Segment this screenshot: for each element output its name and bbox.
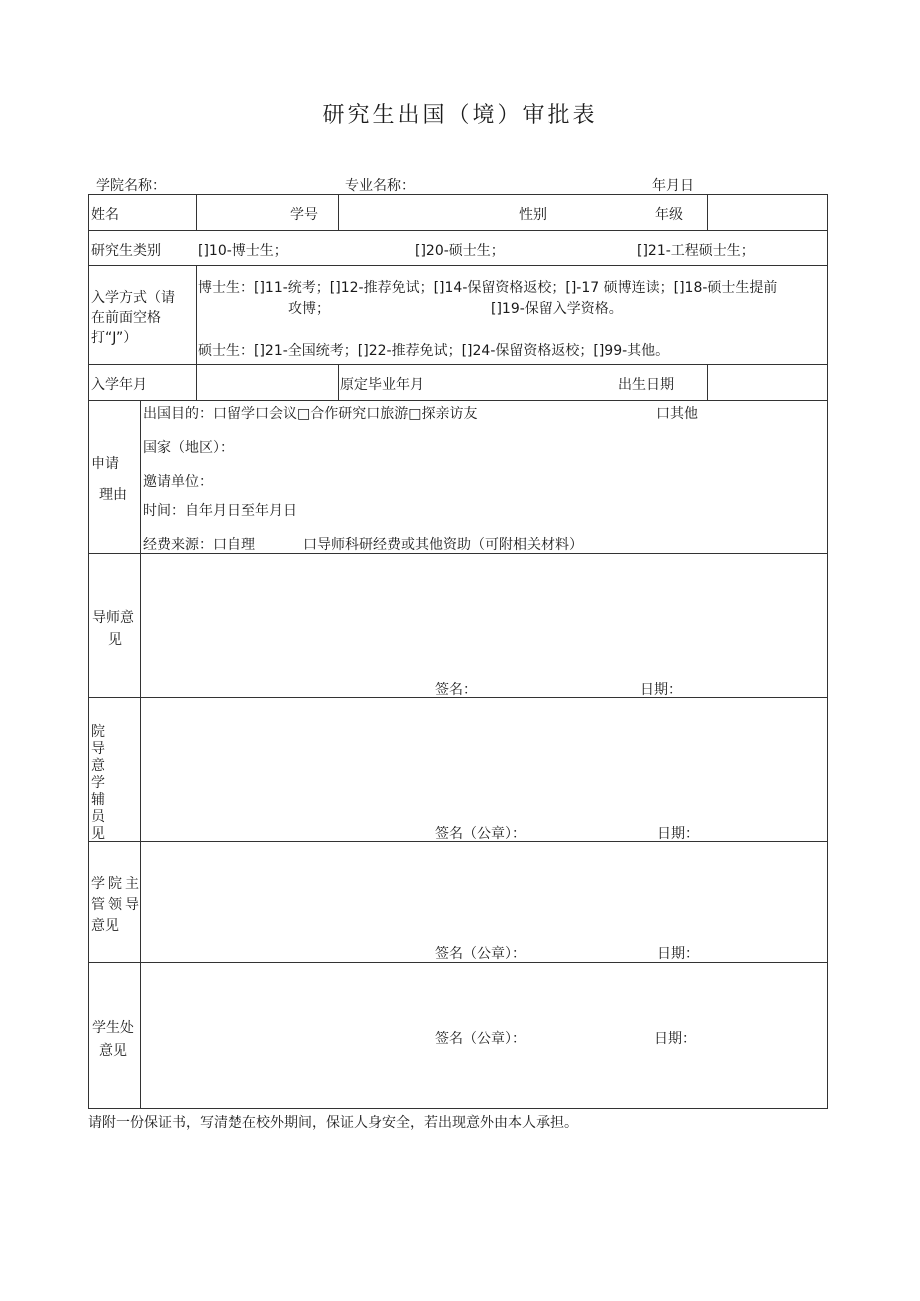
master-admission-options[interactable]: 硕士生：[]21-全国统考；[]22-推荐免试；[]24-保留资格返校；[]99-其他。 <box>198 343 670 359</box>
phd-reserve-option[interactable]: []19-保留入学资格。 <box>491 301 623 317</box>
college-name-label: 学院名称： <box>96 178 166 194</box>
office-label-line: 意见 <box>99 1043 127 1059</box>
counselor-label-char: 辅 <box>91 792 105 808</box>
funding-advisor-option[interactable]: 口导师科研经费或其他资助（可附相关材料） <box>303 537 583 553</box>
footer-note: 请附一份保证书，写清楚在校外期间，保证人身安全，若出现意外由本人承担。 <box>88 1115 578 1131</box>
counselor-label <box>91 724 111 843</box>
counselor-label-char: 导 <box>91 741 105 757</box>
advisor-date-label: 日期： <box>640 682 682 698</box>
grade-label: 年级 <box>655 207 683 223</box>
row-divider <box>88 265 828 266</box>
col-divider <box>338 364 339 400</box>
category-label: 研究生类别 <box>91 243 161 259</box>
major-name-label: 专业名称： <box>345 178 415 194</box>
phd-admission-options[interactable]: 博士生：[]11-统考；[]12-推荐免试；[]14-保留资格返校；[]-17 硕博连读；[]18-硕士生提前 <box>198 280 778 296</box>
admission-label-line: 打“J”） <box>91 330 138 346</box>
counselor-label-char: 意 <box>91 758 105 774</box>
table-border-right <box>827 194 828 1109</box>
col-divider <box>707 194 708 230</box>
counselor-date-label: 日期： <box>657 826 699 842</box>
leader-label-line: 意见 <box>91 918 119 934</box>
col-divider <box>196 194 197 230</box>
advisor-sign-label: 签名： <box>435 682 477 698</box>
inviter-label: 邀请单位： <box>143 474 213 490</box>
office-label-line: 学生处 <box>92 1020 134 1036</box>
purpose-other-option[interactable]: 口其他 <box>656 406 698 422</box>
birth-date-label: 出生日期 <box>618 377 674 393</box>
phd-admission-options-cont: 攻博； <box>288 301 330 317</box>
admission-label-line: 入学方式（请 <box>91 290 175 306</box>
admission-label-line: 在前面空格 <box>91 310 161 326</box>
country-label: 国家（地区）： <box>143 440 234 456</box>
counselor-label-char: 员 <box>91 809 105 825</box>
table-border-left <box>88 194 89 1109</box>
counselor-label-char: 学 <box>91 775 105 791</box>
col-divider <box>140 400 141 1109</box>
graduate-date-label: 原定毕业年月 <box>340 377 424 393</box>
advisor-label-line: 导师意 <box>92 610 134 626</box>
row-divider <box>88 364 828 365</box>
reason-label-2: 理由 <box>99 487 127 503</box>
student-id-label: 学号 <box>290 207 318 223</box>
time-label: 时间：自年月日至年月日 <box>143 503 297 519</box>
counselor-label-char: 院 <box>91 724 105 740</box>
funding-self-option[interactable]: 经费来源：口自理 <box>143 537 255 553</box>
form-date-label: 年月日 <box>652 178 694 194</box>
office-date-label: 日期： <box>654 1031 696 1047</box>
col-divider <box>707 364 708 400</box>
leader-date-label: 日期： <box>657 946 699 962</box>
leader-label-line: 管领导 <box>91 897 142 913</box>
table-border-top <box>88 194 828 195</box>
page-title: 研究生出国（境）审批表 <box>322 103 598 128</box>
gender-label: 性别 <box>519 207 547 223</box>
reason-label: 申请 <box>91 456 119 472</box>
counselor-sign-label: 签名（公章）： <box>435 826 526 842</box>
category-eng-master-option[interactable]: []21-工程硕士生； <box>637 243 755 259</box>
counselor-label-char: 见 <box>91 826 105 842</box>
row-divider <box>88 400 828 401</box>
leader-sign-label: 签名（公章）： <box>435 946 526 962</box>
leader-label-line: 学院主 <box>91 876 142 892</box>
col-divider <box>338 194 339 230</box>
category-master-option[interactable]: []20-硕士生； <box>415 243 505 259</box>
purpose-options[interactable]: 出国目的：口留学口会议□合作研究口旅游□探亲访友 <box>143 406 478 422</box>
category-phd-option[interactable]: []10-博士生； <box>198 243 288 259</box>
enroll-date-label: 入学年月 <box>91 377 147 393</box>
advisor-label-line: 见 <box>108 632 122 648</box>
office-sign-label: 签名（公章）： <box>435 1031 526 1047</box>
table-border-bottom <box>88 1108 828 1109</box>
row-divider <box>88 230 828 231</box>
name-label: 姓名 <box>91 207 119 223</box>
col-divider <box>196 265 197 400</box>
